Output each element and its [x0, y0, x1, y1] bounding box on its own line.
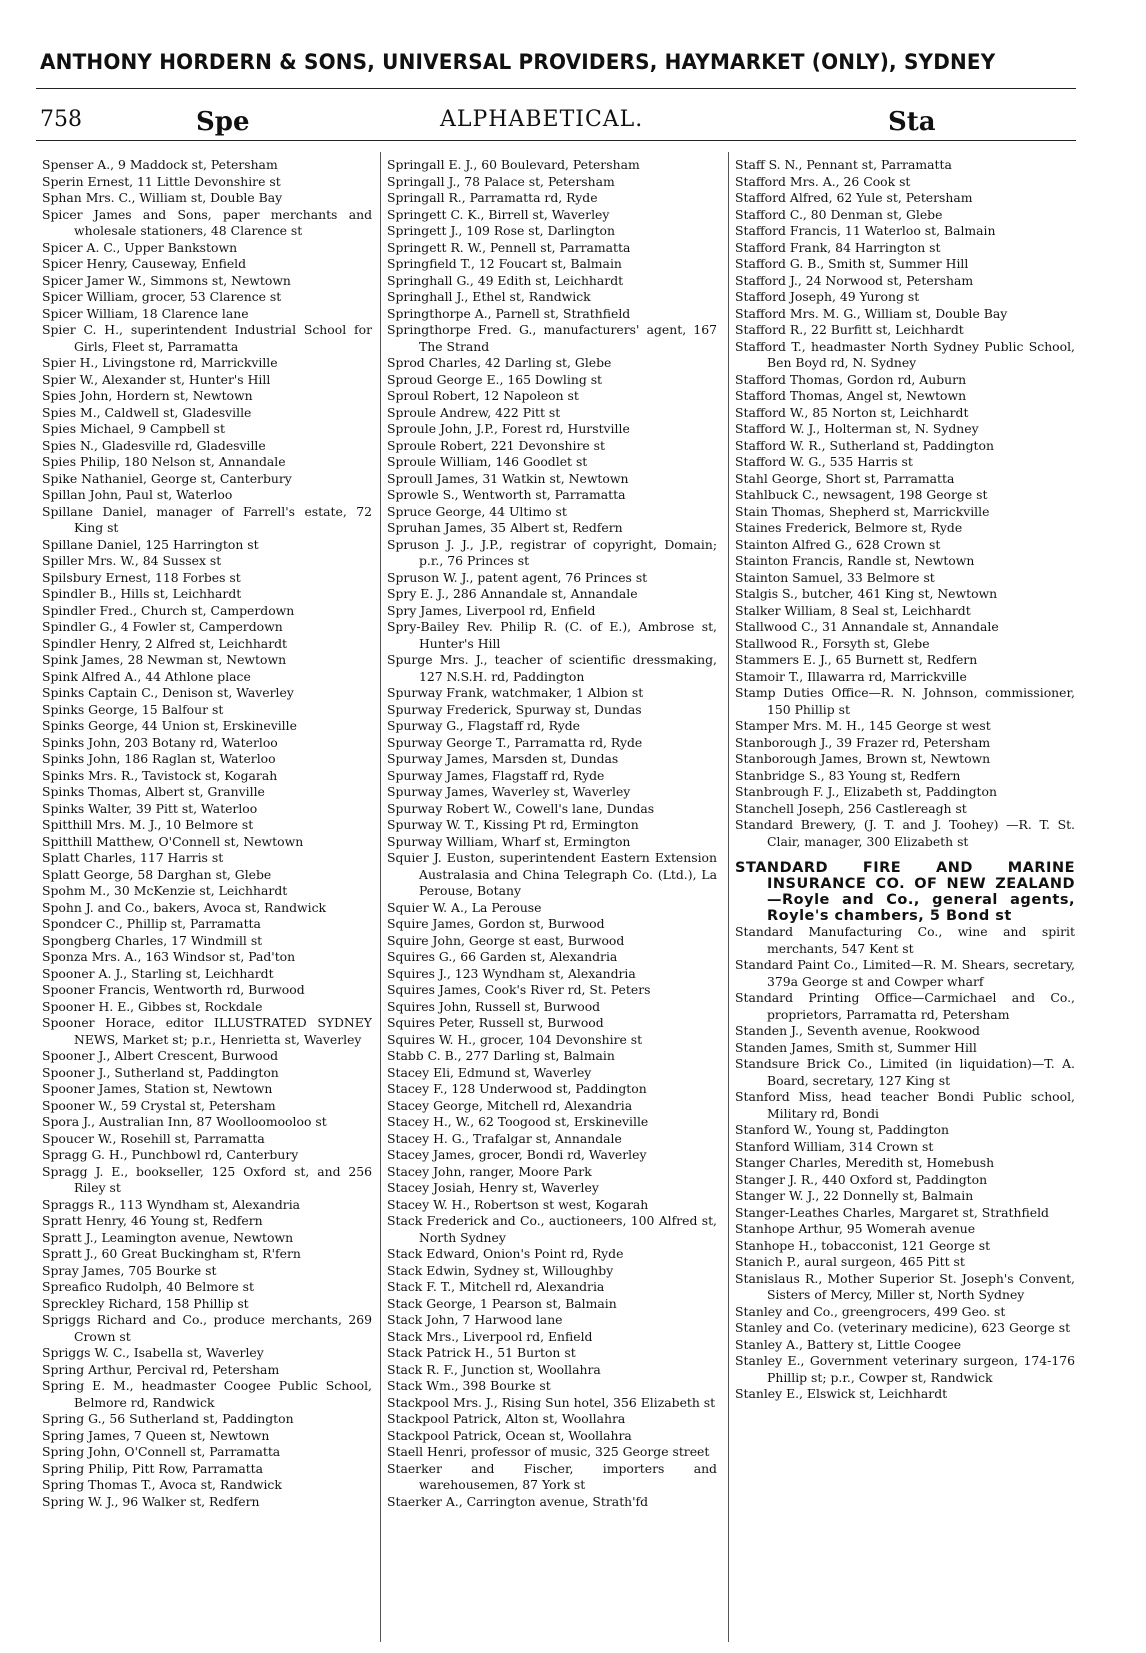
directory-entry: Stafford Mrs. M. G., William st, Double Bay — [735, 305, 1008, 321]
directory-entry: Spurge Mrs. J., teacher of scientific dressmaking, 127 N.S.H. rd, Paddington — [387, 652, 717, 684]
directory-entry: Spooner J., Albert Crescent, Burwood — [42, 1048, 279, 1063]
directory-entry: Springall E. J., 60 Boulevard, Petersham — [387, 157, 640, 172]
directory-entry: Springall R., Parramatta rd, Ryde — [387, 190, 598, 205]
directory-entry: Springhall J., Ethel st, Randwick — [387, 289, 591, 304]
directory-entry: Spondcer C., Phillip st, Parramatta — [42, 916, 261, 931]
directory-entry: Spillane Daniel, 125 Harrington st — [42, 536, 259, 552]
directory-entry: Stackpool Patrick, Ocean st, Woollahra — [387, 1427, 632, 1443]
directory-entry: Stamoir T., Illawarra rd, Marrickville — [735, 668, 967, 684]
directory-entry: Sperin Ernest, 11 Little Devonshire st — [42, 173, 281, 189]
directory-entry: Stalker William, 8 Seal st, Leichhardt — [735, 602, 971, 618]
directory-entry: Spring E. M., headmaster Coogee Public School, Belmore rd, Randwick — [42, 1378, 372, 1410]
directory-entry: Spiller Mrs. W., 84 Sussex st — [42, 553, 222, 568]
directory-entry: Spring W. J., 96 Walker st, Redfern — [42, 1493, 260, 1509]
directory-entry: Spry James, Liverpool rd, Enfield — [387, 602, 596, 618]
directory-entry: Sphan Mrs. C., William st, Double Bay — [42, 190, 283, 205]
directory-entry: Stanley E., Government veterinary surgeon, 174-176 Phillip st; p.r., Cowper st, Randwick — [735, 1353, 1075, 1385]
directory-entry: Stanger-Leathes Charles, Margaret st, Strathfield — [735, 1204, 1049, 1220]
directory-entry: Spinks John, 186 Raglan st, Waterloo — [42, 751, 276, 766]
directory-entry: Stack Mrs., Liverpool rd, Enfield — [387, 1328, 593, 1344]
directory-entry: Springett R. W., Pennell st, Parramatta — [387, 239, 631, 255]
banner-rule — [36, 88, 1076, 89]
directory-entry: Stanley and Co. (veterinary medicine), 623 George st — [735, 1320, 1071, 1335]
directory-entry: Stack Edwin, Sydney st, Willoughby — [387, 1262, 614, 1278]
directory-entry: Spraggs R., 113 Wyndham st, Alexandria — [42, 1196, 301, 1212]
directory-entry: Spindler Fred., Church st, Camperdown — [42, 602, 295, 618]
directory-entry: Spratt Henry, 46 Young st, Redfern — [42, 1213, 263, 1228]
directory-entry: Stafford Alfred, 62 Yule st, Petersham — [735, 190, 973, 205]
directory-entry: Stack Edward, Onion's Point rd, Ryde — [387, 1246, 624, 1261]
directory-entry: Spring James, 7 Queen st, Newtown — [42, 1427, 270, 1443]
directory-entry: Spry E. J., 286 Annandale st, Annandale — [387, 586, 638, 601]
directory-entry: Squire John, George st east, Burwood — [387, 932, 625, 948]
directory-entry: Stafford T., headmaster North Sydney Public School, Ben Boyd rd, N. Sydney — [735, 338, 1075, 370]
directory-entry: Spriggs W. C., Isabella st, Waverley — [42, 1345, 264, 1360]
directory-entry: Stacey F., 128 Underwood st, Paddington — [387, 1081, 647, 1096]
directory-entry: Stafford C., 80 Denman st, Glebe — [735, 206, 943, 222]
directory-entry: Spies John, Hordern st, Newtown — [42, 388, 253, 403]
directory-entry: Stanford Miss, head teacher Bondi Public school, Military rd, Bondi — [735, 1089, 1075, 1121]
directory-entry: Stacey Eli, Edmund st, Waverley — [387, 1064, 592, 1080]
directory-entry: Spurway G., Flagstaff rd, Ryde — [387, 718, 580, 733]
directory-entry: Spitthill Mrs. M. J., 10 Belmore st — [42, 817, 254, 832]
directory-entry: Stafford Francis, 11 Waterloo st, Balmain — [735, 223, 996, 238]
directory-entry: Spragg J. E., bookseller, 125 Oxford st, and 256 Riley st — [42, 1163, 372, 1195]
directory-entry: Spratt J., Leamington avenue, Newtown — [42, 1229, 294, 1245]
directory-entry: Spindler Henry, 2 Alfred st, Leichhardt — [42, 635, 288, 651]
directory-entry: Spier H., Livingstone rd, Marrickville — [42, 355, 278, 370]
directory-entry: Springhall G., 49 Edith st, Leichhardt — [387, 272, 624, 288]
directory-entry: Spring Philip, Pitt Row, Parramatta — [42, 1460, 264, 1476]
directory-entry: Spindler G., 4 Fowler st, Camperdown — [42, 619, 283, 634]
directory-entry: Sprod Charles, 42 Darling st, Glebe — [387, 355, 612, 370]
directory-entry: Stanbrough F. J., Elizabeth st, Paddington — [735, 784, 997, 799]
directory-entry: Squires John, Russell st, Burwood — [387, 998, 601, 1014]
directory-entry: Stanger W. J., 22 Donnelly st, Balmain — [735, 1188, 974, 1203]
directory-entry: Springthorpe A., Parnell st, Strathfield — [387, 305, 631, 321]
directory-entry: Squier W. A., La Perouse — [387, 899, 542, 915]
directory-entry: Stafford W., 85 Norton st, Leichhardt — [735, 404, 969, 420]
directory-entry: Stack F. T., Mitchell rd, Alexandria — [387, 1279, 605, 1294]
directory-entry: Spratt J., 60 Great Buckingham st, R'fern — [42, 1246, 301, 1261]
directory-entry: Splatt Charles, 117 Harris st — [42, 850, 224, 865]
directory-entry: Spruhan James, 35 Albert st, Redfern — [387, 520, 623, 535]
directory-entry: Spurway James, Flagstaff rd, Ryde — [387, 767, 605, 783]
directory-entry: Spurway Frank, watchmaker, 1 Albion st — [387, 685, 644, 700]
directory-entry: Stack John, 7 Harwood lane — [387, 1312, 563, 1327]
directory-entry: Stanley and Co., greengrocers, 499 Geo. st — [735, 1303, 1006, 1319]
directory-entry: Standard Brewery, (J. T. and J. Toohey) —R. T. St. Clair, manager, 300 Elizabeth st — [735, 817, 1075, 849]
directory-entry: Spinks Walter, 39 Pitt st, Waterloo — [42, 800, 258, 816]
directory-entry: Sproule William, 146 Goodlet st — [387, 454, 588, 469]
directory-entry: Stammers E. J., 65 Burnett st, Redfern — [735, 652, 978, 667]
directory-entry: Stanley E., Elswick st, Leichhardt — [735, 1386, 948, 1401]
directory-entry: Sproule Robert, 221 Devonshire st — [387, 437, 605, 453]
directory-entry: Stanhope Arthur, 95 Womerah avenue — [735, 1221, 976, 1236]
directory-entry: Spenser A., 9 Maddock st, Petersham — [42, 157, 278, 172]
directory-entry: Spinks Mrs. R., Tavistock st, Kogarah — [42, 767, 278, 783]
directory-entry: Stacey W. H., Robertson st west, Kogarah — [387, 1196, 649, 1212]
directory-entry: Spooner James, Station st, Newtown — [42, 1081, 273, 1096]
directory-entry: Spier W., Alexander st, Hunter's Hill — [42, 371, 271, 387]
header-rule — [36, 140, 1076, 141]
directory-entry: Spies N., Gladesville rd, Gladesville — [42, 437, 266, 453]
directory-entry: Stack Patrick H., 51 Burton st — [387, 1345, 576, 1360]
directory-entry: Staerker and Fischer, importers and warehousemen, 87 York st — [387, 1460, 717, 1492]
directory-entry: Spooner H. E., Gibbes st, Rockdale — [42, 998, 263, 1014]
directory-entry: Spicer James and Sons, paper merchants and wholesale stationers, 48 Clarence st — [42, 206, 372, 238]
directory-entry: Stanley A., Battery st, Little Coogee — [735, 1336, 962, 1352]
page-number: 758 — [40, 107, 82, 132]
directory-entry: STANDARD FIRE AND MARINE INSURANCE CO. OF NEW ZEALAND—Royle and Co., general agents, Royle's chambers, 5 Bond st — [735, 860, 1075, 924]
directory-entry: Stackpool Mrs. J., Rising Sun hotel, 356 Elizabeth st — [387, 1394, 716, 1410]
directory-entry: Spruson W. J., patent agent, 76 Princes st — [387, 569, 648, 585]
directory-entry: Spooner J., Sutherland st, Paddington — [42, 1064, 279, 1080]
directory-entry: Stallwood R., Forsyth st, Glebe — [735, 635, 930, 651]
directory-entry: Spink James, 28 Newman st, Newtown — [42, 652, 287, 667]
directory-entry: Stafford W. R., Sutherland st, Paddington — [735, 437, 994, 453]
directory-entry: Spier C. H., superintendent Industrial School for Girls, Fleet st, Parramatta — [42, 322, 372, 354]
directory-entry: Spora J., Australian Inn, 87 Woolloomooloo st — [42, 1114, 327, 1129]
column-divider — [728, 152, 729, 1642]
directory-entry: Stafford Joseph, 49 Yurong st — [735, 289, 920, 304]
directory-column-3 — [735, 157, 1075, 1403]
directory-entry: Spillan John, Paul st, Waterloo — [42, 487, 233, 502]
directory-entry: Stanich P., aural surgeon, 465 Pitt st — [735, 1254, 965, 1269]
directory-entry: Stanchell Joseph, 256 Castlereagh st — [735, 800, 967, 816]
directory-entry: Spindler B., Hills st, Leichhardt — [42, 586, 242, 601]
directory-entry: Spurway W. T., Kissing Pt rd, Ermington — [387, 817, 639, 832]
directory-entry: Stanborough James, Brown st, Newtown — [735, 751, 991, 766]
directory-entry: Standen J., Seventh avenue, Rookwood — [735, 1023, 980, 1038]
directory-entry: Stack R. F., Junction st, Woollahra — [387, 1361, 601, 1377]
directory-column-1 — [42, 157, 372, 1510]
directory-entry: Stafford Thomas, Angel st, Newtown — [735, 388, 967, 403]
directory-entry: Spillane Daniel, manager of Farrell's estate, 72 King st — [42, 503, 372, 535]
directory-entry: Stacey John, ranger, Moore Park — [387, 1163, 592, 1179]
directory-entry: Stacey H. G., Trafalgar st, Annandale — [387, 1130, 622, 1146]
directory-entry: Spinks Captain C., Denison st, Waverley — [42, 685, 294, 700]
directory-entry: Springfield T., 12 Foucart st, Balmain — [387, 256, 622, 271]
directory-entry: Spray James, 705 Bourke st — [42, 1262, 217, 1278]
directory-entry: Spurway Frederick, Spurway st, Dundas — [387, 701, 642, 717]
directory-entry: Stanford William, 314 Crown st — [735, 1138, 934, 1154]
directory-entry: Stafford J., 24 Norwood st, Petersham — [735, 272, 974, 288]
directory-entry: Stahlbuck C., newsagent, 198 George st — [735, 487, 988, 502]
directory-entry: Spurway George T., Parramatta rd, Ryde — [387, 734, 643, 750]
directory-entry: Stanbridge S., 83 Young st, Redfern — [735, 767, 961, 783]
directory-entry: Springett C. K., Birrell st, Waverley — [387, 206, 610, 222]
directory-entry: Spring G., 56 Sutherland st, Paddington — [42, 1411, 294, 1426]
directory-entry: Stack George, 1 Pearson st, Balmain — [387, 1295, 617, 1311]
directory-entry: Spry-Bailey Rev. Philip R. (C. of E.), Ambrose st, Hunter's Hill — [387, 619, 717, 651]
directory-entry: Staerker A., Carrington avenue, Strath'fd — [387, 1493, 649, 1509]
column-divider — [380, 152, 381, 1642]
directory-entry: Squires G., 66 Garden st, Alexandria — [387, 949, 618, 964]
directory-entry: Spurway James, Waverley st, Waverley — [387, 784, 631, 799]
directory-entry: Spurway William, Wharf st, Ermington — [387, 833, 631, 849]
directory-entry: Stanger J. R., 440 Oxford st, Paddington — [735, 1171, 988, 1187]
directory-entry: Spurway James, Marsden st, Dundas — [387, 751, 619, 766]
directory-entry: Spongberg Charles, 17 Windmill st — [42, 932, 263, 948]
directory-entry: Stacey Josiah, Henry st, Waverley — [387, 1180, 599, 1195]
publisher-banner: ANTHONY HORDERN & SONS, UNIVERSAL PROVIDERS, HAYMARKET (ONLY), SYDNEY — [40, 50, 996, 75]
directory-entry: Springett J., 109 Rose st, Darlington — [387, 223, 615, 238]
directory-entry: Sproud George E., 165 Dowling st — [387, 371, 603, 387]
directory-entry: Spooner Horace, editor ILLUSTRATED SYDNEY NEWS, Market st; p.r., Henrietta st, Waverley — [42, 1015, 372, 1047]
directory-entry: Spreafico Rudolph, 40 Belmore st — [42, 1279, 254, 1294]
directory-entry: Splatt George, 58 Darghan st, Glebe — [42, 866, 272, 882]
directory-entry: Spooner A. J., Starling st, Leichhardt — [42, 965, 274, 981]
directory-entry: Spicer William, grocer, 53 Clarence st — [42, 289, 282, 304]
section-title: ALPHABETICAL. — [440, 107, 644, 132]
directory-entry: Stafford Thomas, Gordon rd, Auburn — [735, 371, 967, 387]
directory-entry: Standen James, Smith st, Summer Hill — [735, 1039, 977, 1055]
directory-entry: Standard Printing Office—Carmichael and Co., proprietors, Parramatta rd, Petersham — [735, 990, 1075, 1022]
directory-entry: Stanislaus R., Mother Superior St. Joseph's Convent, Sisters of Mercy, Miller st, North Sydney — [735, 1270, 1075, 1302]
directory-entry: Spicer Henry, Causeway, Enfield — [42, 256, 247, 271]
directory-entry: Stain Thomas, Shepherd st, Marrickville — [735, 503, 990, 519]
directory-entry: Stafford W. G., 535 Harris st — [735, 454, 913, 469]
directory-entry: Squires James, Cook's River rd, St. Peters — [387, 982, 651, 997]
directory-entry: Squire James, Gordon st, Burwood — [387, 916, 605, 931]
directory-entry: Spurway Robert W., Cowell's lane, Dundas — [387, 800, 655, 816]
directory-entry: Spicer William, 18 Clarence lane — [42, 305, 249, 321]
directory-entry: Stalgis S., butcher, 461 King st, Newtown — [735, 586, 998, 601]
directory-entry: Spring Thomas T., Avoca st, Randwick — [42, 1477, 282, 1492]
directory-entry: Stafford W. J., Holterman st, N. Sydney — [735, 421, 979, 436]
directory-entry: Spilsbury Ernest, 118 Forbes st — [42, 569, 241, 585]
directory-entry: Stamper Mrs. M. H., 145 George st west — [735, 718, 991, 733]
directory-entry: Stackpool Patrick, Alton st, Woollahra — [387, 1411, 626, 1426]
directory-entry: Spinks George, 15 Balfour st — [42, 701, 224, 717]
directory-entry: Sponza Mrs. A., 163 Windsor st, Pad'ton — [42, 949, 296, 964]
directory-entry: Spragg G. H., Punchbowl rd, Canterbury — [42, 1147, 299, 1162]
directory-entry: Spike Nathaniel, George st, Canterbury — [42, 470, 292, 486]
directory-entry: Spohn J. and Co., bakers, Avoca st, Randwick — [42, 899, 327, 915]
directory-entry: Staell Henri, professor of music, 325 George street — [387, 1444, 710, 1459]
directory-entry: Spitthill Matthew, O'Connell st, Newtown — [42, 833, 304, 849]
directory-entry: Spring Arthur, Percival rd, Petersham — [42, 1361, 280, 1377]
directory-entry: Stafford G. B., Smith st, Summer Hill — [735, 256, 969, 271]
directory-entry: Spicer Jamer W., Simmons st, Newtown — [42, 272, 291, 288]
directory-entry: Stamp Duties Office—R. N. Johnson, commissioner, 150 Phillip st — [735, 685, 1075, 717]
directory-entry: Spooner Francis, Wentworth rd, Burwood — [42, 982, 305, 997]
directory-entry: Spriggs Richard and Co., produce merchants, 269 Crown st — [42, 1312, 372, 1344]
directory-entry: Spicer A. C., Upper Bankstown — [42, 239, 238, 255]
directory-entry: Sproull James, 31 Watkin st, Newtown — [387, 470, 629, 486]
directory-entry: Spies Michael, 9 Campbell st — [42, 421, 225, 436]
right-guide-word: Sta — [888, 107, 936, 137]
directory-entry: Staines Frederick, Belmore st, Ryde — [735, 520, 963, 535]
directory-entry: Squier J. Euston, superintendent Eastern Extension Australasia and China Telegraph Co. (Ltd.), La Perouse, Botany — [387, 850, 717, 898]
directory-entry: Spinks Thomas, Albert st, Granville — [42, 784, 265, 799]
directory-entry: Stainton Francis, Randle st, Newtown — [735, 553, 975, 568]
left-guide-word: Spe — [196, 107, 250, 137]
directory-entry: Stallwood C., 31 Annandale st, Annandale — [735, 619, 999, 634]
directory-entry: Stacey James, grocer, Bondi rd, Waverley — [387, 1147, 647, 1162]
directory-entry: Spring John, O'Connell st, Parramatta — [42, 1444, 281, 1459]
directory-entry: Spreckley Richard, 158 Phillip st — [42, 1295, 249, 1311]
directory-entry: Squires W. H., grocer, 104 Devonshire st — [387, 1031, 643, 1047]
directory-entry: Stacey H., W., 62 Toogood st, Erskineville — [387, 1114, 649, 1129]
directory-entry: Stainton Samuel, 33 Belmore st — [735, 569, 935, 585]
directory-entry: Sproul Robert, 12 Napoleon st — [387, 388, 579, 403]
directory-entry: Standard Manufacturing Co., wine and spirit merchants, 547 Kent st — [735, 924, 1075, 956]
directory-entry: Spooner W., 59 Crystal st, Petersham — [42, 1097, 276, 1113]
directory-entry: Stahl George, Short st, Parramatta — [735, 470, 955, 486]
directory-entry: Stafford Mrs. A., 26 Cook st — [735, 173, 911, 189]
directory-entry: Spink Alfred A., 44 Athlone place — [42, 668, 251, 684]
directory-entry: Spoucer W., Rosehill st, Parramatta — [42, 1130, 265, 1146]
directory-entry: Stanhope H., tobacconist, 121 George st — [735, 1237, 991, 1253]
directory-entry: Springthorpe Fred. G., manufacturers' agent, 167 The Strand — [387, 322, 717, 354]
directory-entry: Spies Philip, 180 Nelson st, Annandale — [42, 454, 286, 469]
directory-entry: Stanborough J., 39 Frazer rd, Petersham — [735, 734, 991, 750]
directory-entry: Spohm M., 30 McKenzie st, Leichhardt — [42, 883, 288, 898]
directory-entry: Springall J., 78 Palace st, Petersham — [387, 173, 615, 189]
directory-entry: Stafford R., 22 Burfitt st, Leichhardt — [735, 322, 964, 337]
directory-entry: Stanford W., Young st, Paddington — [735, 1122, 949, 1137]
directory-entry: Standard Paint Co., Limited—R. M. Shears, secretary, 379a George st and Cowper wharf — [735, 957, 1075, 989]
directory-entry: Standsure Brick Co., Limited (in liquidation)—T. A. Board, secretary, 127 King st — [735, 1056, 1075, 1088]
directory-entry: Staff S. N., Pennant st, Parramatta — [735, 157, 952, 172]
directory-entry: Spruce George, 44 Ultimo st — [387, 503, 567, 519]
directory-entry: Sproule John, J.P., Forest rd, Hurstville — [387, 421, 630, 436]
directory-entry: Stanger Charles, Meredith st, Homebush — [735, 1155, 995, 1170]
directory-entry: Stack Frederick and Co., auctioneers, 100 Alfred st, North Sydney — [387, 1213, 717, 1245]
directory-entry: Spies M., Caldwell st, Gladesville — [42, 404, 252, 420]
directory-entry: Stabb C. B., 277 Darling st, Balmain — [387, 1048, 615, 1063]
directory-entry: Squires J., 123 Wyndham st, Alexandria — [387, 965, 636, 981]
directory-entry: Stafford Frank, 84 Harrington st — [735, 239, 941, 255]
directory-entry: Spinks George, 44 Union st, Erskineville — [42, 718, 297, 733]
directory-entry: Stacey George, Mitchell rd, Alexandria — [387, 1097, 633, 1113]
directory-entry: Spinks John, 203 Botany rd, Waterloo — [42, 734, 278, 750]
directory-entry: Squires Peter, Russell st, Burwood — [387, 1015, 604, 1030]
directory-entry: Spruson J. J., J.P., registrar of copyright, Domain; p.r., 76 Princes st — [387, 536, 717, 568]
directory-column-2 — [387, 157, 717, 1510]
directory-entry: Stack Wm., 398 Bourke st — [387, 1378, 551, 1393]
directory-entry: Sproule Andrew, 422 Pitt st — [387, 404, 561, 420]
directory-entry: Sprowle S., Wentworth st, Parramatta — [387, 487, 626, 502]
directory-entry: Stainton Alfred G., 628 Crown st — [735, 536, 941, 552]
